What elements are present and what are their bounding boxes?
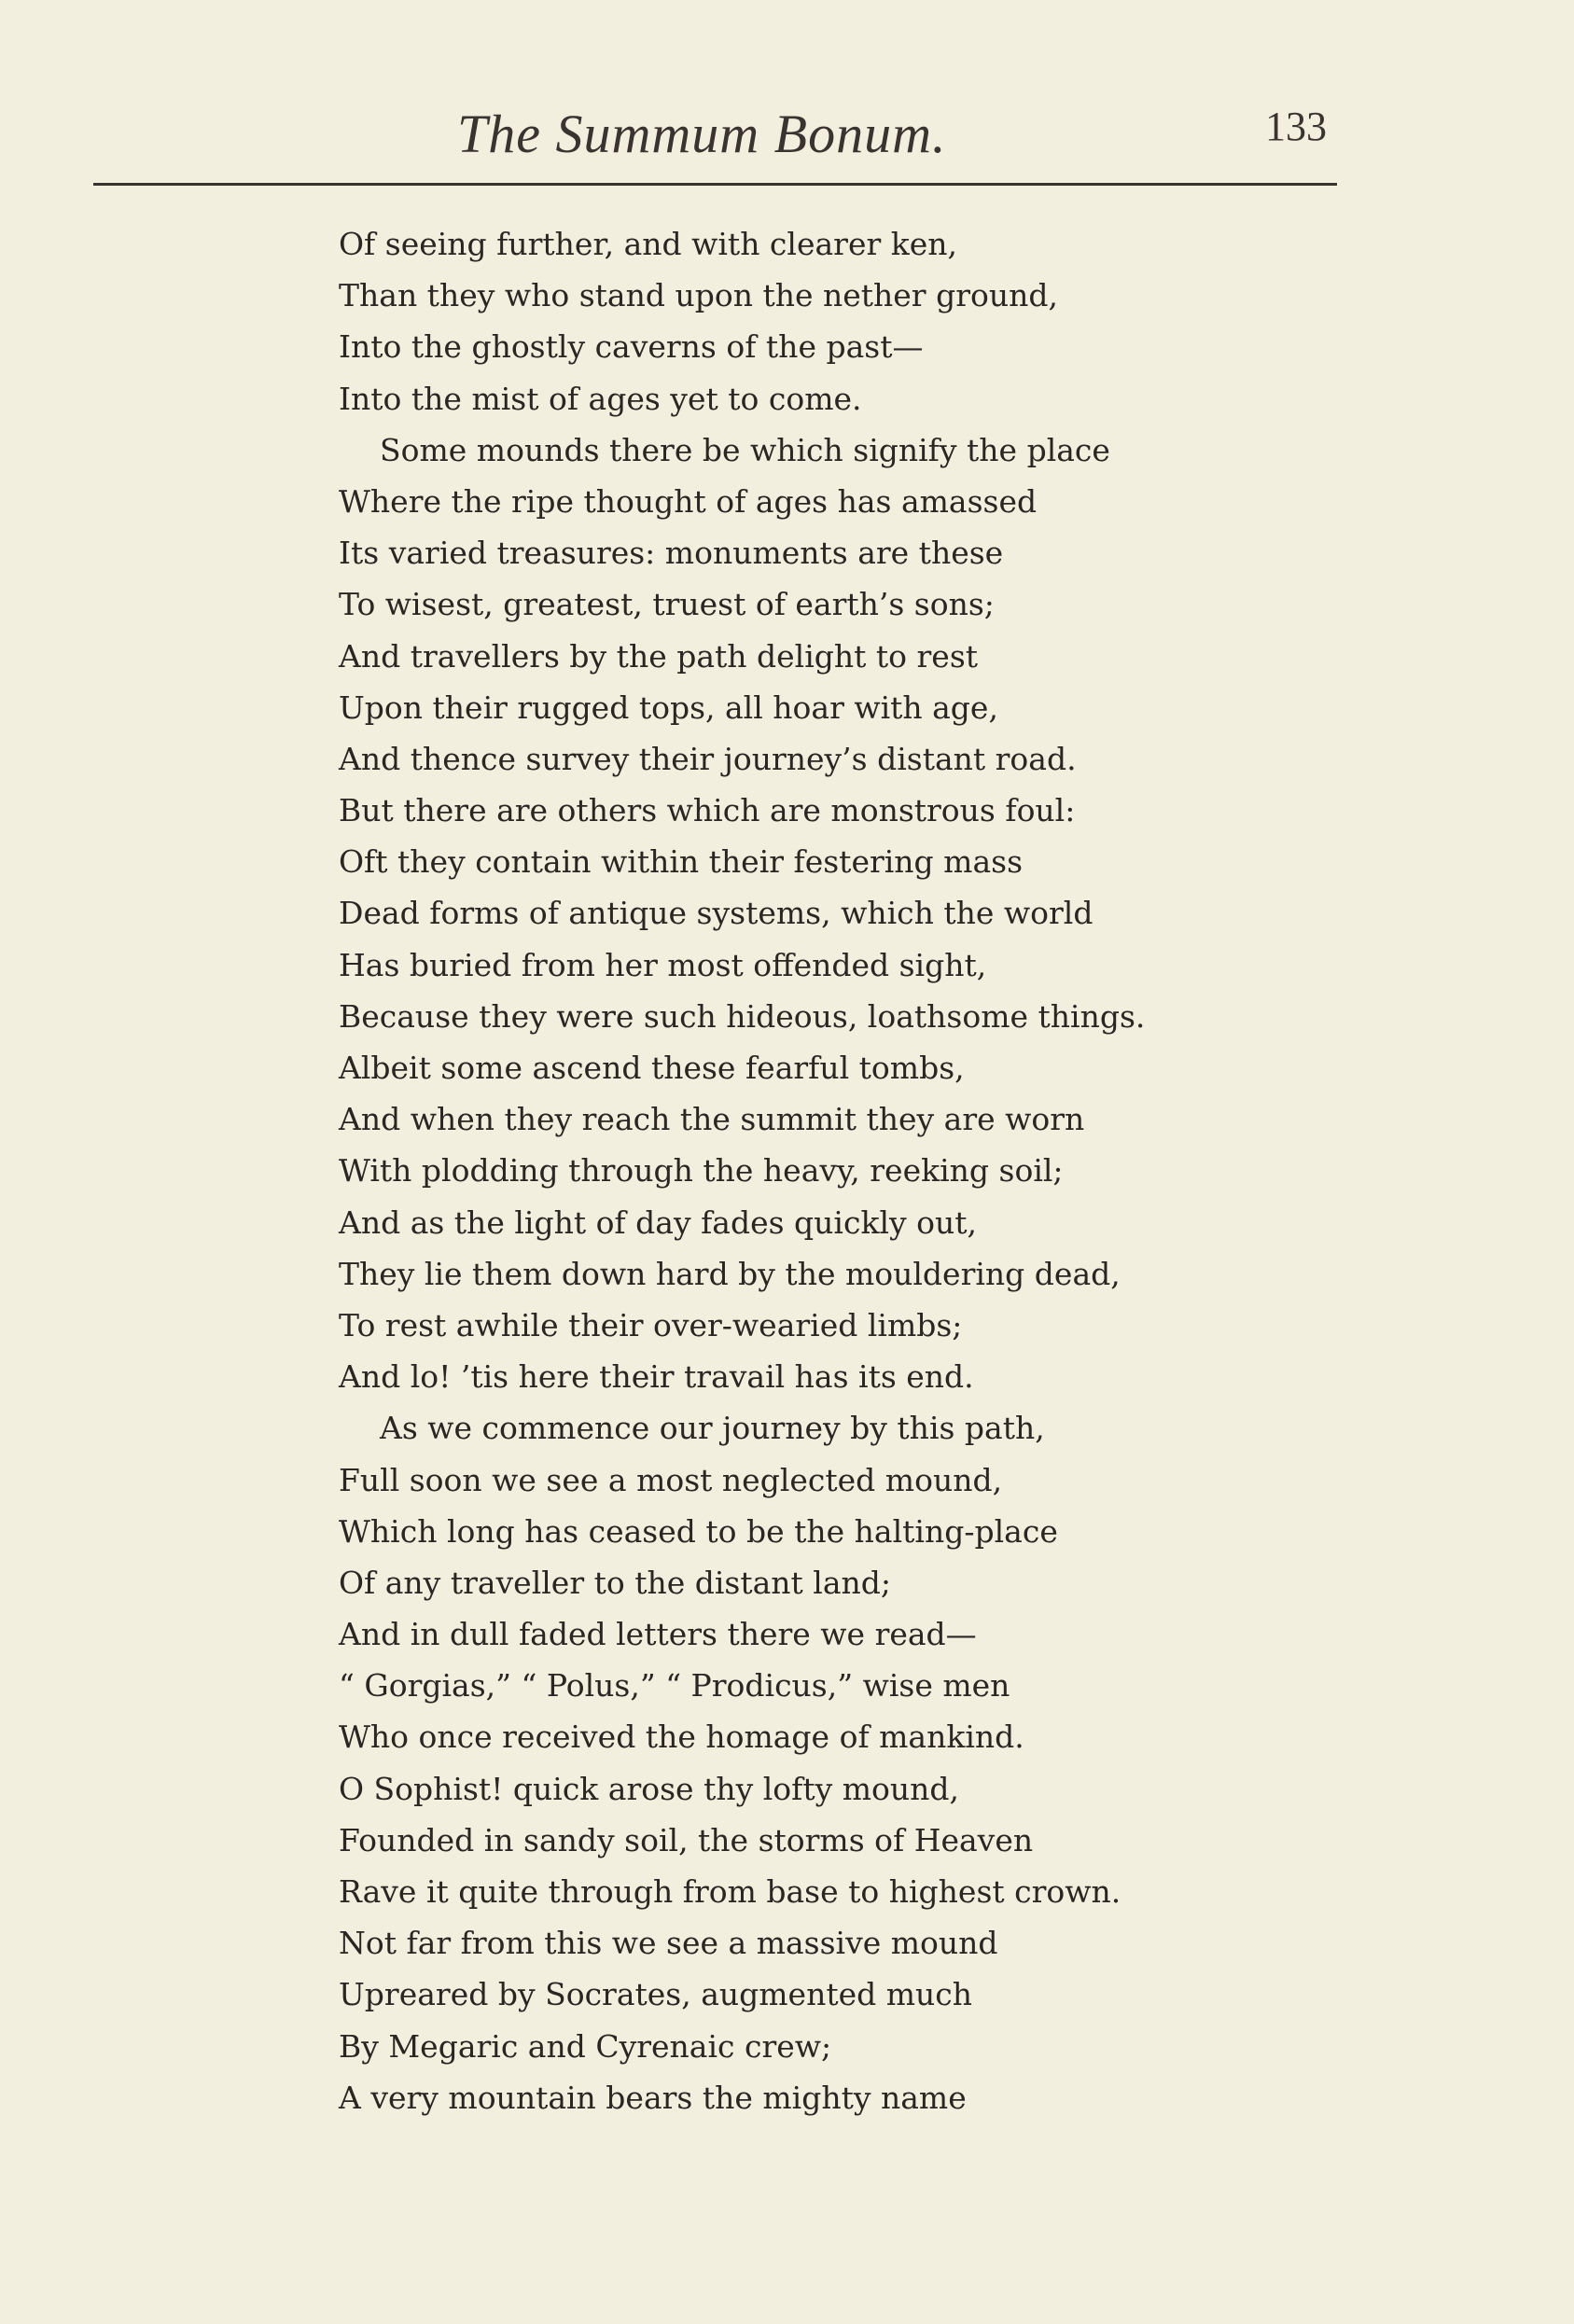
poem-line: And lo! ’tis here their travail has its end. (339, 1358, 974, 1396)
poem-line: O Sophist! quick arose thy lofty mound, (339, 1770, 960, 1807)
running-title: The Summum Bonum. (457, 104, 947, 164)
poem-line: Which long has ceased to be the halting-place (339, 1512, 1058, 1550)
poem-line: By Megaric and Cyrenaic crew; (339, 2027, 832, 2065)
poem-line: And thence survey their journey’s distant road. (339, 740, 1077, 777)
poem-line: Of any traveller to the distant land; (339, 1564, 892, 1601)
poem-line: But there are others which are monstrous foul: (339, 792, 1076, 829)
running-head (0, 103, 1574, 168)
poem-line: Has buried from her most offended sight, (339, 946, 987, 983)
poem-text (339, 218, 1272, 2123)
poem-line: With plodding through the heavy, reeking soil; (339, 1152, 1064, 1190)
poem-line: They lie them down hard by the mouldering dead, (339, 1255, 1121, 1292)
poem-line: Into the ghostly caverns of the past— (339, 328, 924, 366)
poem-line: And when they reach the summit they are worn (339, 1101, 1085, 1138)
poem-line: Its varied treasures: monuments are these (339, 535, 1004, 572)
poem-line: Full soon we see a most neglected mound, (339, 1461, 1003, 1498)
poem-line: To rest awhile their over-wearied limbs; (339, 1306, 963, 1343)
poem-line: Some mounds there be which signify the place (380, 431, 1110, 468)
poem-line: Of seeing further, and with clearer ken, (339, 226, 958, 262)
poem-line: Albeit some ascend these fearful tombs, (339, 1050, 965, 1086)
poem-line: Oft they contain within their festering mass (339, 843, 1024, 881)
poem-line: And as the light of day fades quickly out, (339, 1204, 978, 1241)
poem-line: Than they who stand upon the nether ground, (339, 277, 1058, 314)
poem-line: Rave it quite through from base to highest crown. (339, 1873, 1121, 1910)
poem-line: Dead forms of antique systems, which the world (339, 895, 1093, 932)
poem-line: And in dull faded letters there we read— (339, 1616, 977, 1653)
poem-line: Who once received the homage of mankind. (339, 1719, 1024, 1756)
poem-line: Upon their rugged tops, all hoar with age, (339, 689, 998, 726)
poem-line: To wisest, greatest, truest of earth’s sons; (339, 586, 995, 623)
poem-line: As we commence our journey by this path, (380, 1410, 1045, 1447)
header-rule (93, 183, 1337, 186)
poem-line: “ Gorgias,” “ Polus,” “ Prodicus,” wise men (339, 1667, 1010, 1705)
poem-line: Upreared by Socrates, augmented much (339, 1976, 973, 2013)
page-number: 133 (1265, 104, 1327, 149)
poem-line: Because they were such hideous, loathsome things. (339, 997, 1146, 1035)
poem-line: A very mountain bears the mighty name (339, 2079, 967, 2116)
poem-line: Founded in sandy soil, the storms of Heaven (339, 1821, 1034, 1858)
poem-line: Into the mist of ages yet to come. (339, 380, 862, 417)
poem-line: And travellers by the path delight to rest (339, 637, 979, 675)
poem-line: Not far from this we see a massive mound (339, 1925, 998, 1962)
poem-line: Where the ripe thought of ages has amassed (339, 482, 1038, 520)
